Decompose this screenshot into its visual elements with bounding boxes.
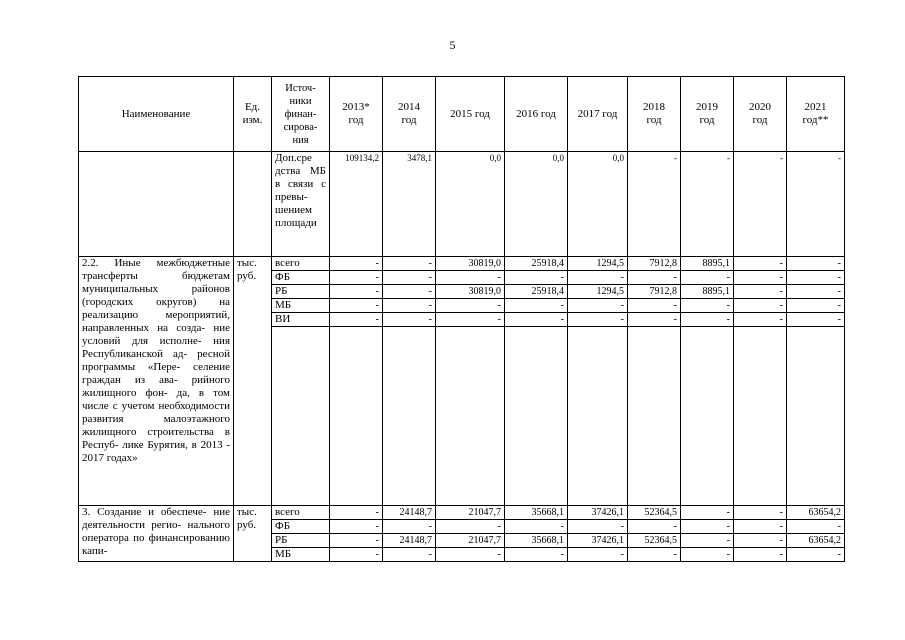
empty-cell	[787, 327, 845, 506]
value-cell: 30819,0	[436, 285, 505, 299]
empty-cell	[628, 327, 681, 506]
source-label: всего	[272, 506, 330, 520]
value-cell: -	[568, 271, 628, 285]
value-cell: -	[734, 534, 787, 548]
header-row	[79, 77, 845, 152]
source-label: РБ	[272, 534, 330, 548]
value-cell: -	[568, 299, 628, 313]
empty-cell	[383, 327, 436, 506]
value-cell: -	[787, 152, 845, 257]
value-cell: 8895,1	[681, 257, 734, 271]
value-cell: 35668,1	[505, 534, 568, 548]
value-cell: 52364,5	[628, 534, 681, 548]
header-year: 2021 год**	[787, 77, 845, 152]
value-cell: -	[681, 548, 734, 562]
value-cell: 63654,2	[787, 506, 845, 520]
header-year: 2019 год	[681, 77, 734, 152]
value-cell: -	[734, 285, 787, 299]
header-unit: Ед. изм.	[234, 77, 272, 152]
header-year: 2015 год	[436, 77, 505, 152]
value-cell: -	[787, 271, 845, 285]
value-cell: 1294,5	[568, 257, 628, 271]
value-cell: -	[436, 520, 505, 534]
value-cell: -	[568, 548, 628, 562]
value-cell: 24148,7	[383, 534, 436, 548]
source-label: РБ	[272, 285, 330, 299]
value-cell: 7912,8	[628, 257, 681, 271]
value-cell: -	[628, 299, 681, 313]
value-cell: -	[681, 506, 734, 520]
value-cell: -	[505, 520, 568, 534]
value-cell: -	[681, 313, 734, 327]
source-label: всего	[272, 257, 330, 271]
value-cell: -	[787, 548, 845, 562]
value-cell: -	[787, 520, 845, 534]
value-cell: -	[505, 313, 568, 327]
value-cell: -	[787, 299, 845, 313]
value-cell: -	[330, 313, 383, 327]
value-cell: -	[734, 313, 787, 327]
value-cell: -	[383, 271, 436, 285]
source-label: ФБ	[272, 271, 330, 285]
empty-cell	[272, 327, 330, 506]
header-year: 2017 год	[568, 77, 628, 152]
value-cell: -	[505, 299, 568, 313]
header-year: 2018 год	[628, 77, 681, 152]
value-cell: -	[383, 548, 436, 562]
empty-cell	[734, 327, 787, 506]
source-label: Доп.сре дства МБ в связи с превы- шением площади	[272, 152, 330, 257]
value-cell: -	[628, 520, 681, 534]
value-cell: 63654,2	[787, 534, 845, 548]
source-label: ВИ	[272, 313, 330, 327]
value-cell: -	[628, 271, 681, 285]
value-cell: -	[330, 285, 383, 299]
value-cell: 8895,1	[681, 285, 734, 299]
value-cell: 7912,8	[628, 285, 681, 299]
value-cell: -	[330, 548, 383, 562]
value-cell: -	[436, 313, 505, 327]
table-row	[79, 506, 845, 520]
value-cell: 109134,2	[330, 152, 383, 257]
value-cell: -	[505, 271, 568, 285]
empty-cell	[568, 327, 628, 506]
value-cell: -	[628, 313, 681, 327]
value-cell: -	[787, 285, 845, 299]
value-cell: -	[628, 152, 681, 257]
value-cell: -	[681, 520, 734, 534]
value-cell: 1294,5	[568, 285, 628, 299]
value-cell: -	[383, 257, 436, 271]
value-cell: -	[383, 299, 436, 313]
value-cell: 21047,7	[436, 534, 505, 548]
header-year: 2020 год	[734, 77, 787, 152]
value-cell: -	[330, 506, 383, 520]
item-name: 2.2. Иные межбюджетные трансферты бюджетам муниципальных районов (городских округов) на реализацию мероприятий, направленных на созда- ние условий для исполне- ния Республиканской ад- ресной программы «Пере- селение граждан из ава- рийного жилищного фон- да, в том числе с учетом необходимости развития малоэтажного жилищного строительства в Респуб- лике Бурятия, в 2013 - 2017 годах»	[79, 257, 234, 506]
source-label: ФБ	[272, 520, 330, 534]
source-label: МБ	[272, 299, 330, 313]
value-cell: 0,0	[436, 152, 505, 257]
empty-cell	[681, 327, 734, 506]
header-name: Наименование	[79, 77, 234, 152]
value-cell: -	[734, 152, 787, 257]
item-unit: тыс. руб.	[234, 257, 272, 506]
value-cell: -	[436, 548, 505, 562]
item-unit: тыс. руб.	[234, 506, 272, 562]
value-cell: 3478,1	[383, 152, 436, 257]
header-year: 2014 год	[383, 77, 436, 152]
value-cell: -	[787, 257, 845, 271]
table-row	[79, 152, 845, 257]
value-cell: 37426,1	[568, 506, 628, 520]
value-cell: -	[568, 313, 628, 327]
item-name: 3. Создание и обеспече- ние деятельности регио- нального оператора по финансированию капи-	[79, 506, 234, 562]
value-cell: -	[330, 271, 383, 285]
value-cell: -	[681, 299, 734, 313]
source-label: МБ	[272, 548, 330, 562]
value-cell: -	[734, 506, 787, 520]
value-cell: -	[681, 152, 734, 257]
value-cell: 37426,1	[568, 534, 628, 548]
value-cell: -	[787, 313, 845, 327]
value-cell: -	[436, 299, 505, 313]
value-cell: -	[330, 520, 383, 534]
value-cell: 30819,0	[436, 257, 505, 271]
value-cell: -	[383, 285, 436, 299]
value-cell: 52364,5	[628, 506, 681, 520]
empty-cell	[436, 327, 505, 506]
value-cell: -	[681, 534, 734, 548]
value-cell: 35668,1	[505, 506, 568, 520]
value-cell: 0,0	[505, 152, 568, 257]
header-source: Источ- ники финан- сирова- ния	[272, 77, 330, 152]
page-number: 5	[449, 38, 456, 52]
value-cell: -	[734, 257, 787, 271]
value-cell: 0,0	[568, 152, 628, 257]
value-cell: -	[383, 520, 436, 534]
header-year: 2013* год	[330, 77, 383, 152]
value-cell: 21047,7	[436, 506, 505, 520]
header-year: 2016 год	[505, 77, 568, 152]
value-cell: -	[436, 271, 505, 285]
value-cell: -	[568, 520, 628, 534]
value-cell: -	[734, 271, 787, 285]
table-row	[79, 257, 845, 271]
value-cell: -	[734, 299, 787, 313]
value-cell: -	[505, 548, 568, 562]
value-cell: -	[330, 299, 383, 313]
value-cell: 24148,7	[383, 506, 436, 520]
value-cell: -	[681, 271, 734, 285]
item-unit	[234, 152, 272, 257]
value-cell: -	[734, 520, 787, 534]
value-cell: 25918,4	[505, 285, 568, 299]
value-cell: -	[383, 313, 436, 327]
empty-cell	[330, 327, 383, 506]
funding-table	[78, 76, 845, 562]
empty-cell	[505, 327, 568, 506]
value-cell: -	[330, 534, 383, 548]
item-name	[79, 152, 234, 257]
value-cell: 25918,4	[505, 257, 568, 271]
value-cell: -	[330, 257, 383, 271]
value-cell: -	[734, 548, 787, 562]
value-cell: -	[628, 548, 681, 562]
